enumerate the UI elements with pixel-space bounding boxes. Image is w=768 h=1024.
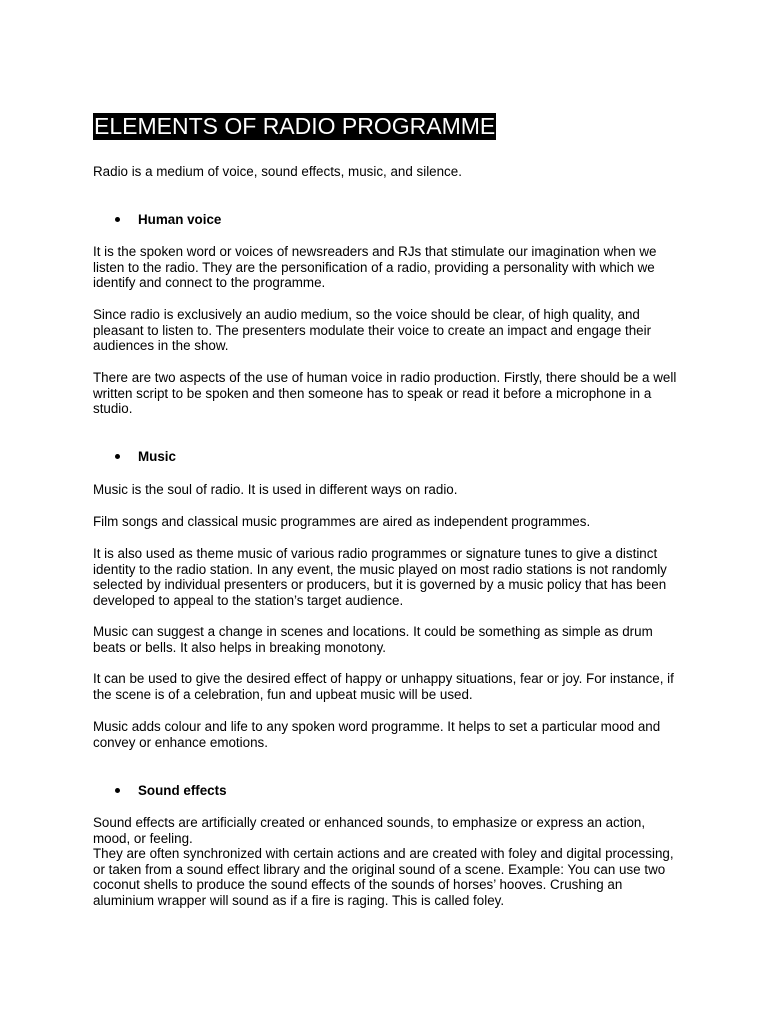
sound-effects-paragraph-2: They are often synchronized with certain actions and are created with foley and digital processing, or taken from a sound effect library and the original sound of a scene. Example: You can use two coconut shells to produce the sound effects of the sounds of horses’ hooves. Crushing an aluminium wrapper will sound as if a fire is raging. This is called foley. <box>93 846 674 908</box>
music-paragraph-2: Film songs and classical music programmes are aired as independent programmes. <box>93 514 591 529</box>
human-voice-paragraph-3: There are two aspects of the use of human voice in radio production. Firstly, there should be a well written script to be spoken and then someone has to speak or read it before a microphone in a studio. <box>93 370 677 417</box>
bullet-icon <box>115 788 120 793</box>
music-paragraph-4: Music can suggest a change in scenes and locations. It could be something as simple as drum beats or bells. It also helps in breaking monotony. <box>93 624 653 655</box>
human-voice-paragraph-2: Since radio is exclusively an audio medium, so the voice should be clear, of high quality, and pleasant to listen to. The presenters modulate their voice to create an impact and engage their audiences in the show. <box>93 307 652 354</box>
music-paragraph-1: Music is the soul of radio. It is used in different ways on radio. <box>93 482 458 497</box>
sound-effects-paragraph-1: Sound effects are artificially created or enhanced sounds, to emphasize or express an action, mood, or feeling. <box>93 815 646 846</box>
music-paragraph-3: It is also used as theme music of various radio programmes or signature tunes to give a distinct identity to the radio station. In any event, the music played on most radio stations is not randomly selected by individual presenters or producers, but it is governed by a music policy that has been developed to appeal to the station’s target audience. <box>93 546 667 608</box>
human-voice-paragraph-1: It is the spoken word or voices of newsreaders and RJs that stimulate our imagination when we listen to the radio. They are the personification of a radio, providing a personality with which we identify and connect to the programme. <box>93 244 657 291</box>
intro-paragraph: Radio is a medium of voice, sound effects, music, and silence. <box>93 164 462 179</box>
section-heading-label: Sound effects <box>138 783 227 798</box>
bullet-icon <box>115 217 120 222</box>
document-title: ELEMENTS OF RADIO PROGRAMME <box>94 113 496 139</box>
section-heading-sound-effects <box>115 783 227 799</box>
section-heading-label: Music <box>138 449 176 464</box>
music-paragraph-6: Music adds colour and life to any spoken word programme. It helps to set a particular mood and convey or enhance emotions. <box>93 719 661 750</box>
section-heading-label: Human voice <box>138 212 222 227</box>
section-heading-human-voice <box>115 212 221 228</box>
music-paragraph-5: It can be used to give the desired effect of happy or unhappy situations, fear or joy. For instance, if the scene is of a celebration, fun and upbeat music will be used. <box>93 671 674 702</box>
bullet-icon <box>115 454 120 459</box>
section-heading-music <box>115 449 176 465</box>
